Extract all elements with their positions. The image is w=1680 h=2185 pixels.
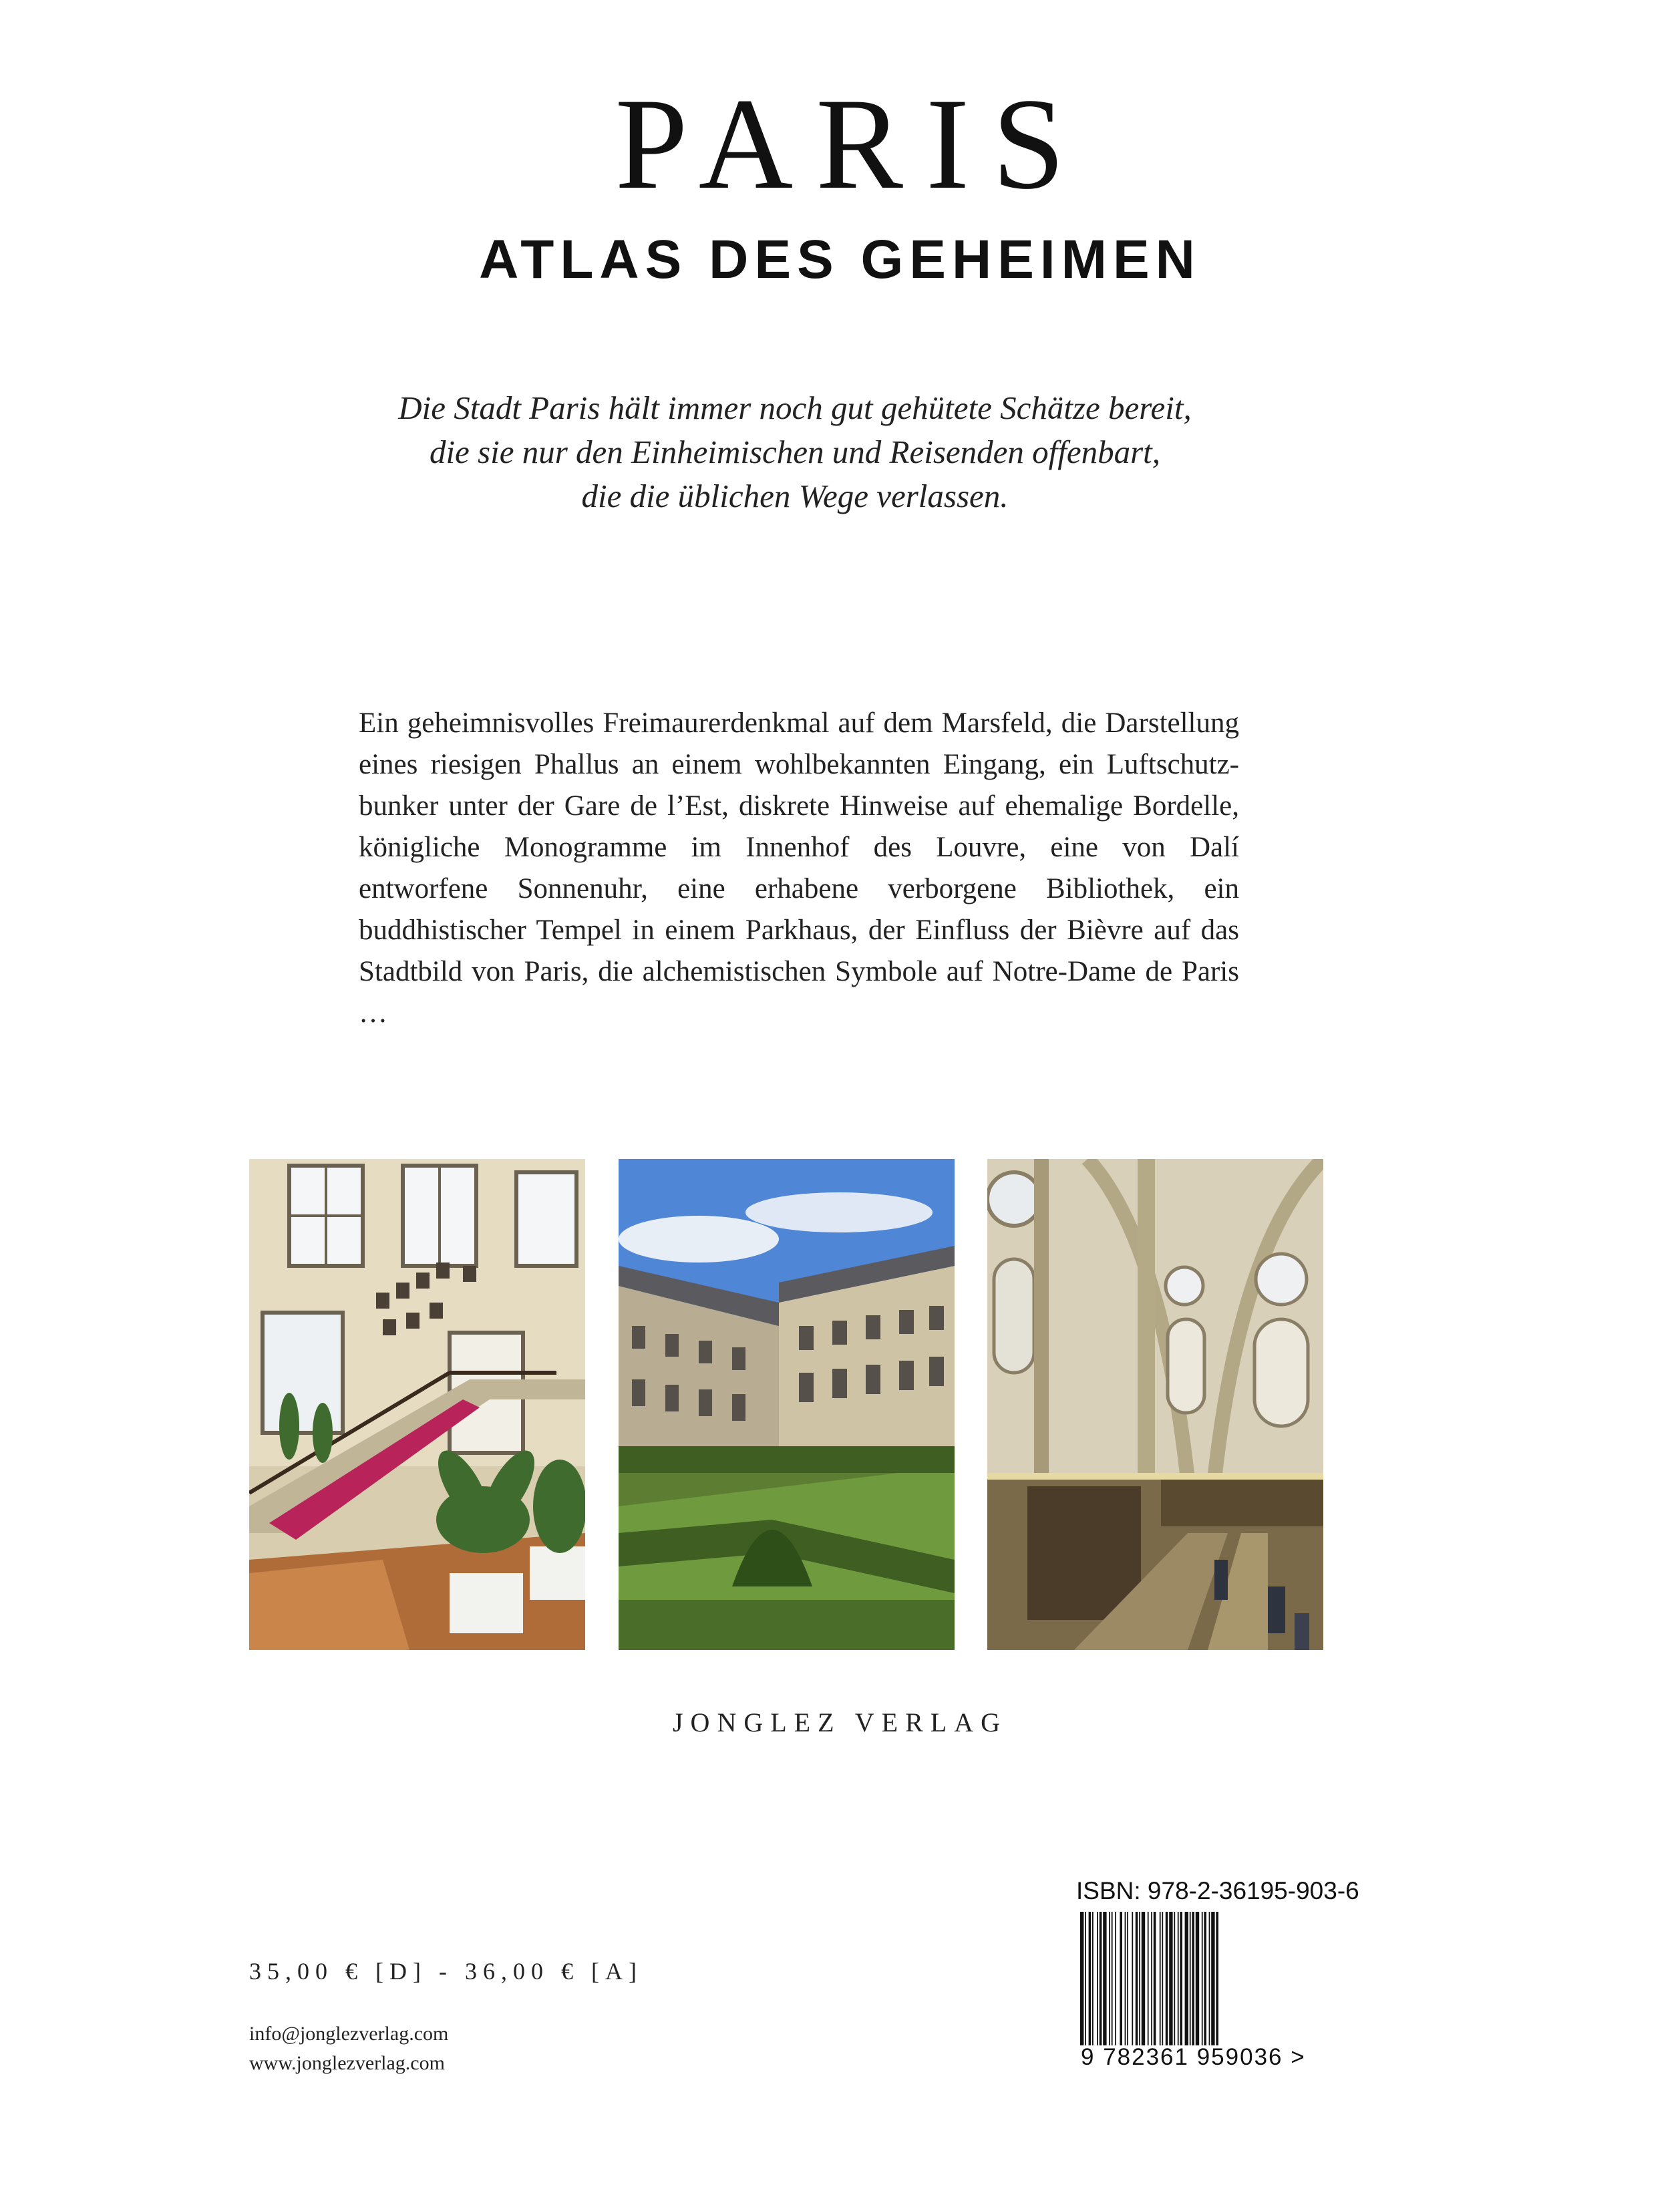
- barcode-bar: [1139, 1912, 1140, 2045]
- barcode-bar: [1080, 1912, 1083, 2045]
- barcode-bar: [1162, 1912, 1163, 2045]
- barcode-bar: [1211, 1912, 1214, 2045]
- barcode-bar: [1085, 1912, 1086, 2045]
- barcode-bar: [1180, 1912, 1182, 2045]
- barcode-bar: [1174, 1912, 1175, 2045]
- barcode-bar: [1109, 1912, 1110, 2045]
- barcode-bar: [1097, 1912, 1098, 2045]
- barcode-bar: [1089, 1912, 1091, 2045]
- isbn-label: ISBN: 978-2-36195-903-6: [1076, 1877, 1359, 1904]
- email-link[interactable]: info@jonglezverlag.com: [249, 2023, 449, 2045]
- barcode-bar: [1154, 1912, 1156, 2045]
- barcode-bar: [1115, 1912, 1116, 2045]
- barcode-bar: [1209, 1912, 1210, 2045]
- publisher-name: JONGLEZ VERLAG: [672, 1707, 1007, 1737]
- barcode-bar: [1100, 1912, 1102, 2045]
- barcode-bar: [1204, 1912, 1206, 2045]
- barcode: [1080, 1912, 1321, 2045]
- photo-staircase-hall: [249, 1159, 585, 1650]
- barcode-bar: [1125, 1912, 1126, 2045]
- barcode-bar: [1136, 1912, 1138, 2045]
- barcode-bar: [1216, 1912, 1218, 2045]
- tagline-line: die sie nur den Einheimischen und Reisenden offenbart,: [429, 434, 1161, 470]
- photo-cloister-garden: [619, 1159, 955, 1650]
- barcode-bar: [1148, 1912, 1149, 2045]
- contact-info: [249, 2019, 448, 2078]
- tagline-line: die die üblichen Wege verlassen.: [581, 478, 1009, 514]
- tagline: [321, 386, 1269, 518]
- barcode-bar: [1192, 1912, 1194, 2045]
- barcode-bar: [1190, 1912, 1191, 2045]
- barcode-bar: [1178, 1912, 1179, 2045]
- barcode-bar: [1166, 1912, 1168, 2045]
- barcode-bar: [1120, 1912, 1122, 2045]
- photo-gothic-library: [987, 1159, 1323, 1650]
- barcode-bar: [1112, 1912, 1113, 2045]
- barcode-bar: [1160, 1912, 1161, 2045]
- barcode-bar: [1202, 1912, 1203, 2045]
- barcode-bar: [1092, 1912, 1094, 2045]
- barcode-bar: [1196, 1912, 1199, 2045]
- price: 35,00 € [D] - 36,00 € [A]: [249, 1958, 643, 1985]
- barcode-bar: [1127, 1912, 1128, 2045]
- barcode-bar: [1132, 1912, 1133, 2045]
- barcode-digits: 9 782361 959036 >: [1081, 2044, 1306, 2070]
- barcode-bar: [1142, 1912, 1145, 2045]
- description-paragraph: Ein geheimnisvolles Freimaurerdenkmal auf dem Marsfeld, die Darstellung eines riesigen Phallus an einem wohlbekannten Eingang, ein Luftschutzbunker unter der Gare de l’Est, diskrete Hinweise auf ehemalige Bordelle, königliche Monogramme im Innenhof des Louvre, eine von Dalí entworfene Sonnenuhr, eine erhabene verborgene Bibliothek, ein buddhistischer Tempel in einem Parkhaus, der Einfluss der Bièvre auf das Stadtbild von Paris, die alchemistischen Symbole auf Notre-Dame de Paris …: [359, 707, 1239, 1029]
- barcode-bar: [1151, 1912, 1152, 2045]
- barcode-bar: [1103, 1912, 1106, 2045]
- book-subtitle: ATLAS DES GEHEIMEN: [479, 229, 1201, 290]
- book-title: PARIS: [615, 71, 1088, 216]
- barcode-bar: [1185, 1912, 1188, 2045]
- website-link[interactable]: www.jonglezverlag.com: [249, 2052, 445, 2074]
- barcode-bar: [1169, 1912, 1172, 2045]
- tagline-line: Die Stadt Paris hält immer noch gut gehütete Schätze bereit,: [398, 389, 1192, 426]
